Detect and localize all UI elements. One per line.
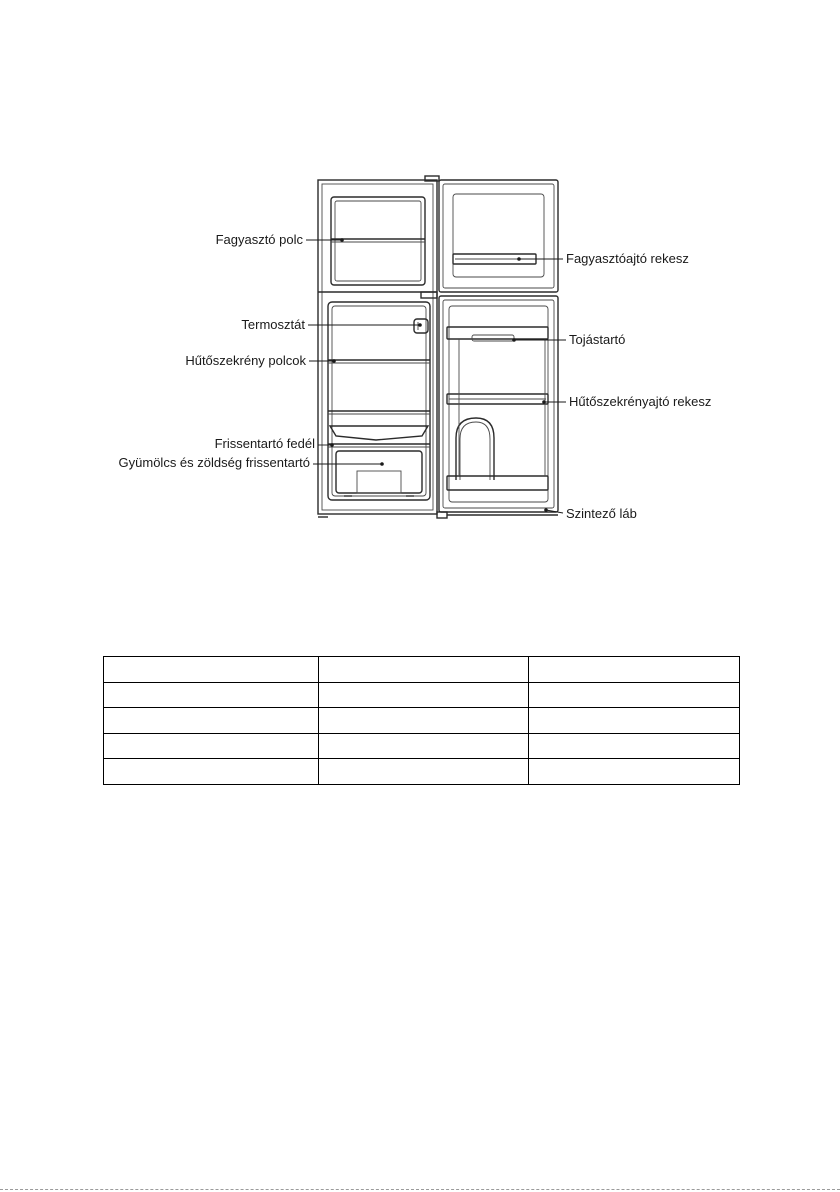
bottle-holder-inner [460,422,490,480]
fridge-door-rack-lower [447,476,548,490]
leveling-foot [437,512,447,518]
fridge-diagram [0,0,840,560]
table-cell [319,708,529,734]
leader-freezer-shelf-dot [340,238,344,242]
table-cell [529,708,740,734]
table-row [104,733,740,759]
table-row [104,682,740,708]
label-egg-tray: Tojástartó [569,332,626,347]
egg-tray [472,335,514,341]
table-cell [104,708,319,734]
egg-tray-rack [447,327,548,339]
freezer-inner-wall [335,201,421,281]
table-cell [529,682,740,708]
leader-fridge-door-rack-dot [542,400,546,404]
table-cell [529,657,740,683]
fridge-door [437,296,558,518]
table-row [104,759,740,785]
freezer-door-gasket [443,184,554,288]
freezer-door-outline [439,180,558,292]
fridge-cabinet [318,176,439,517]
fridge-inner-wall [332,306,426,496]
label-fridge-shelves: Hűtőszekrény polcok [185,353,306,368]
table-cell [319,733,529,759]
leader-freezer-door-rack-dot [517,257,521,261]
table-cell [319,657,529,683]
table-row [104,708,740,734]
leader-fridge-shelves-dot [332,359,336,363]
label-crisper: Gyümölcs és zöldség frissentartó [118,455,310,470]
middle-hinge [421,292,437,298]
crisper-lid-panel [330,426,428,440]
table-cell [104,733,319,759]
table-row [104,657,740,683]
label-leveling-foot: Szintező láb [566,506,637,521]
table-cell [104,759,319,785]
table-cell [104,657,319,683]
label-thermostat: Termosztát [241,317,305,332]
leader-crisper-lid-dot [330,443,334,447]
callout-labels [119,232,712,521]
spec-table-body [104,657,740,785]
crisper-handle [357,471,401,493]
footer-rule [0,1189,840,1190]
label-fridge-door-rack: Hűtőszekrényajtó rekesz [569,394,712,409]
leader-egg-tray-dot [512,338,516,342]
table-cell [529,759,740,785]
cabinet-inner-outline [322,184,433,510]
leader-thermostat-dot [418,323,422,327]
spec-table [103,656,740,785]
table-cell [529,733,740,759]
label-freezer-door-rack: Fagyasztóajtó rekesz [566,251,689,266]
leader-lines [306,238,566,513]
table-cell [104,682,319,708]
table-cell [319,759,529,785]
label-freezer-shelf: Fagyasztó polc [215,232,303,247]
bottle-holder [456,418,494,480]
freezer-door [439,180,558,292]
table-cell [319,682,529,708]
leader-crisper-dot [380,462,384,466]
label-crisper-lid: Frissentartó fedél [214,436,315,451]
freezer-compartment [331,197,425,285]
crisper-drawer [336,451,422,493]
leader-leveling-foot-dot [544,508,548,512]
